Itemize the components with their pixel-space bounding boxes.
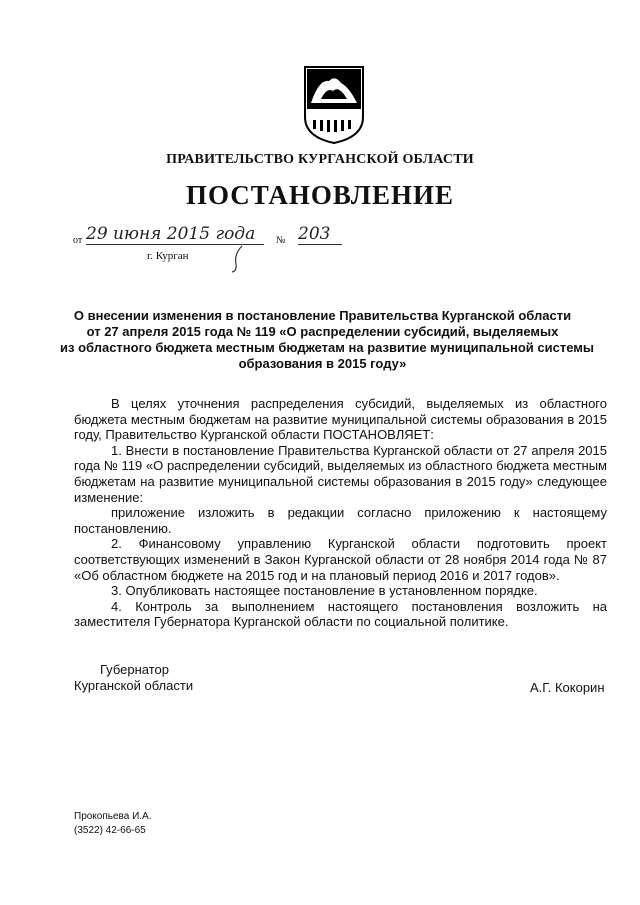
document-subject: [60, 308, 595, 372]
body-paragraph: 2. Финансовому управлению Курганской области подготовить проект соответствующих изменений в Закон Курганской области от 28 ноября 2014 года № 87 «Об областном бюджете на 2015 год и на плановый период 2016 и 2017 годов».: [74, 536, 607, 583]
subject-line: образования в 2015 году»: [238, 356, 407, 371]
subject-line: от 27 апреля 2015 года № 119 «О распределении субсидий, выделяемых: [86, 324, 559, 339]
subject-line: из областного бюджета местным бюджетам на развитие муниципальной системы: [60, 340, 595, 355]
executor-name: Прокопьева И.А.: [74, 811, 152, 822]
body-paragraph: 4. Контроль за выполнением настоящего постановления возложить на заместителя Губернатора Курганской области по социальной политике.: [74, 598, 607, 630]
document-date: 29 июня 2015 года: [86, 224, 264, 245]
number-label: №: [276, 235, 286, 246]
document-number: 203: [298, 224, 342, 245]
subject-line: О внесении изменения в постановление Правительства Курганской области: [73, 308, 572, 323]
document-type-heading: ПОСТАНОВЛЕНИЕ: [185, 180, 455, 210]
organization-title: ПРАВИТЕЛЬСТВО КУРГАНСКОЙ ОБЛАСТИ: [166, 152, 474, 167]
date-from-label: от: [73, 235, 83, 246]
signatory-name: А.Г. Кокорин: [530, 680, 605, 695]
city-label: г. Курган: [147, 250, 189, 262]
body-paragraph: В целях уточнения распределения субсидий, выделяемых из областного бюджета местным бюджетам на развитие муниципальной системы образования в 2015 году, Правительство Курганской области ПОСТАНОВЛЯЕТ:: [74, 396, 607, 443]
handwritten-mark-icon: [228, 244, 248, 274]
coat-of-arms-icon: [303, 65, 365, 145]
body-paragraph: 3. Опубликовать настоящее постановление в установленном порядке.: [111, 583, 538, 599]
document-body: [74, 396, 607, 630]
body-paragraph: приложение изложить в редакции согласно приложению к настоящему постановлению.: [74, 505, 607, 536]
signatory-title-line: Губернатор: [100, 662, 169, 677]
signatory-title: [74, 662, 193, 694]
executor-footer: [74, 810, 152, 838]
signatory-title-line: Курганской области: [74, 678, 194, 693]
executor-phone: (3522) 42-66-65: [74, 825, 146, 836]
body-paragraph: 1. Внести в постановление Правительства Курганской области от 27 апреля 2015 года № 119 «О распределении субсидий, выделяемых из областного бюджета местным бюджетам на развитие муниципальной системы образования в 2015 году» следующее изменение:: [74, 442, 607, 505]
